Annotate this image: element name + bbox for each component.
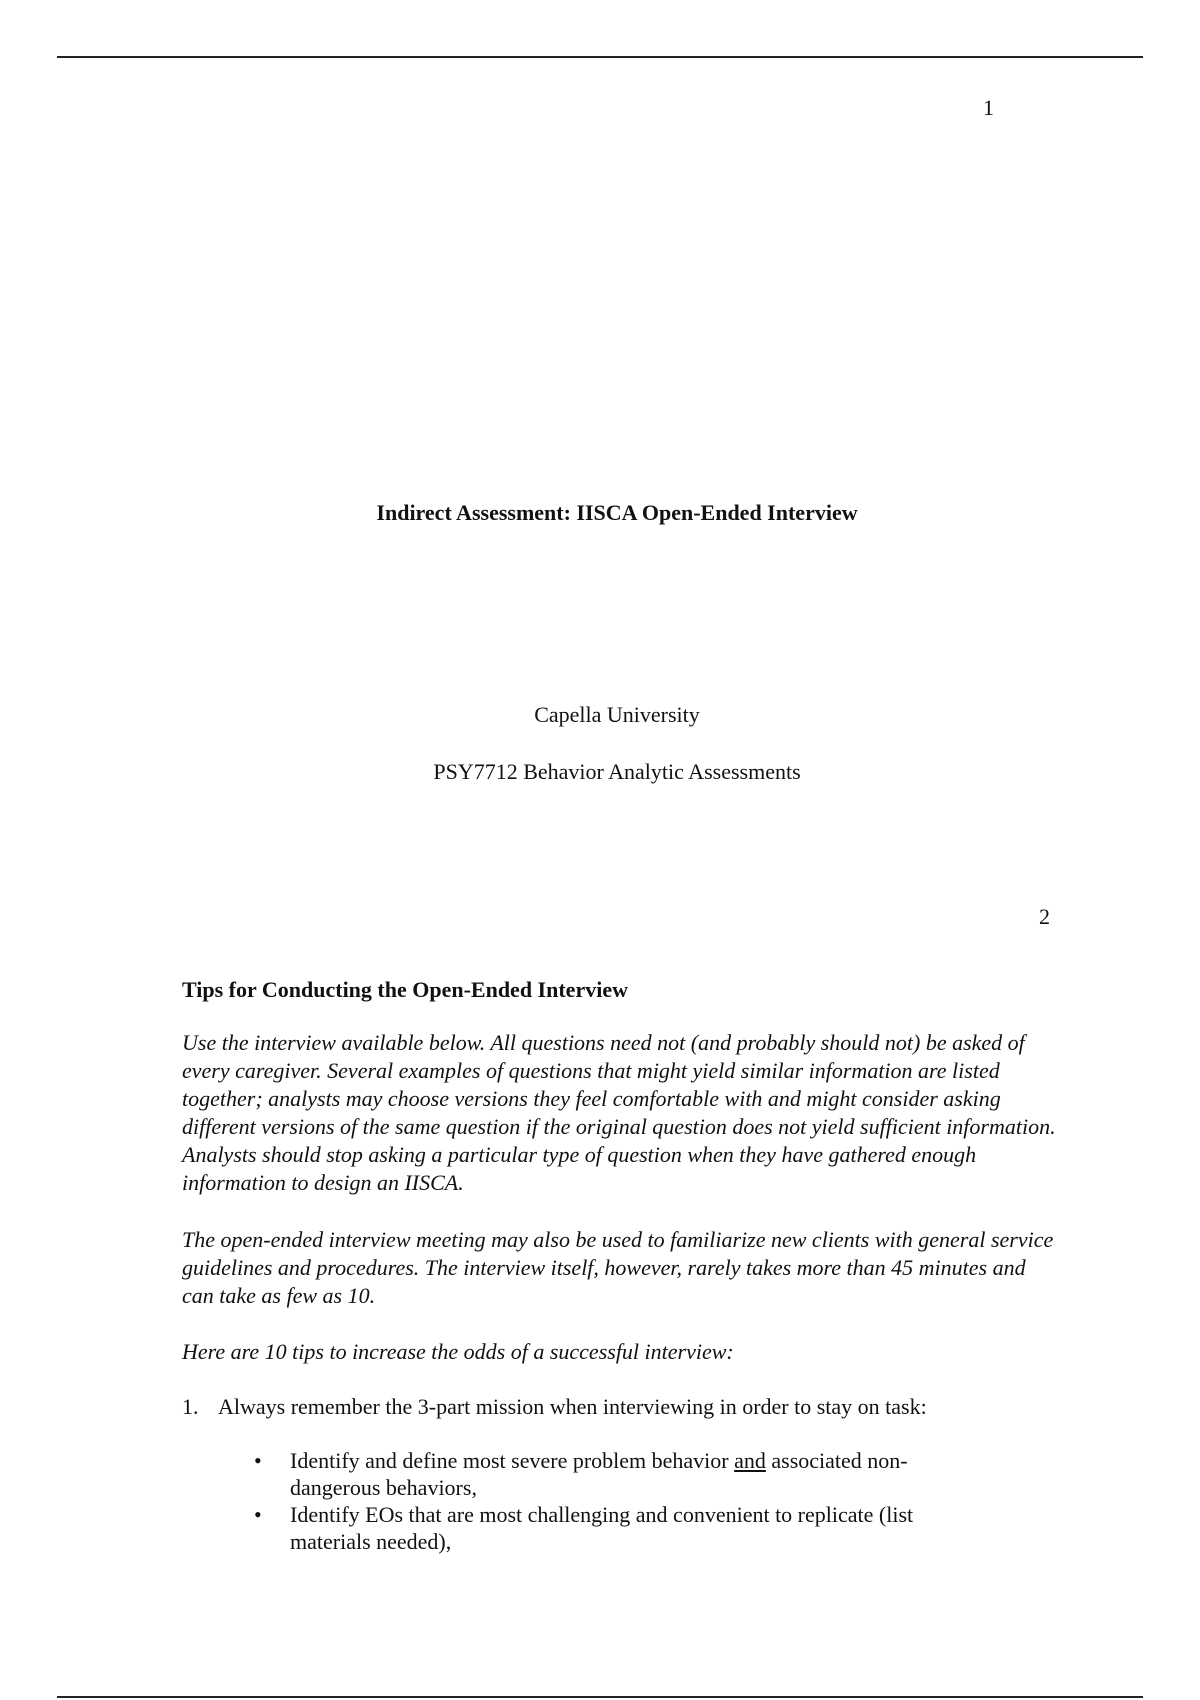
- bullet-item: [254, 1447, 990, 1501]
- bullet-text-start: Identify and define most severe problem behavior: [290, 1448, 735, 1473]
- bullet-text-underlined: and: [734, 1448, 766, 1473]
- bullet-text-end: associated non-dangerous behaviors,: [290, 1448, 908, 1500]
- mission-bullet-list: [254, 1447, 990, 1555]
- bullet-marker: •: [254, 1448, 262, 1473]
- document-title: Indirect Assessment: IISCA Open-Ended Interview: [376, 500, 858, 525]
- bullet-text: Identify EOs that are most challenging and convenient to replicate (list materials needed),: [290, 1502, 914, 1554]
- list-item-number: 1.: [182, 1394, 199, 1419]
- bottom-page-rule: [57, 1696, 1143, 1698]
- tips-numbered-list: [182, 1393, 1062, 1421]
- intro-paragraph: Use the interview available below. All questions need not (and probably should not) be asked of every caregiver. Several examples of questions that might yield similar information are listed together; analysts may choose versions they feel comfortable with and might consider asking different versions of the same question if the original question does not yield sufficient information. Analysts should stop asking a particular type of question when they have gathered enough information to design an IISCA.: [182, 1030, 1056, 1195]
- bullet-marker: •: [254, 1502, 262, 1527]
- page-number-2: 2: [1039, 904, 1050, 929]
- course-name: PSY7712 Behavior Analytic Assessments: [433, 759, 801, 784]
- top-page-rule: [57, 56, 1143, 58]
- section-heading: Tips for Conducting the Open-Ended Interview: [182, 977, 628, 1002]
- meeting-paragraph: The open-ended interview meeting may also be used to familiarize new clients with general service guidelines and procedures. The interview itself, however, rarely takes more than 45 minutes and can take as few as 10.: [182, 1227, 1054, 1308]
- list-item-text: Always remember the 3-part mission when interviewing in order to stay on task:: [218, 1394, 927, 1419]
- page-number-1: 1: [983, 95, 994, 120]
- bullet-item: [254, 1501, 990, 1555]
- university-name: Capella University: [534, 702, 700, 727]
- tips-lead-paragraph: Here are 10 tips to increase the odds of a successful interview:: [182, 1339, 734, 1364]
- list-item: [182, 1393, 1062, 1421]
